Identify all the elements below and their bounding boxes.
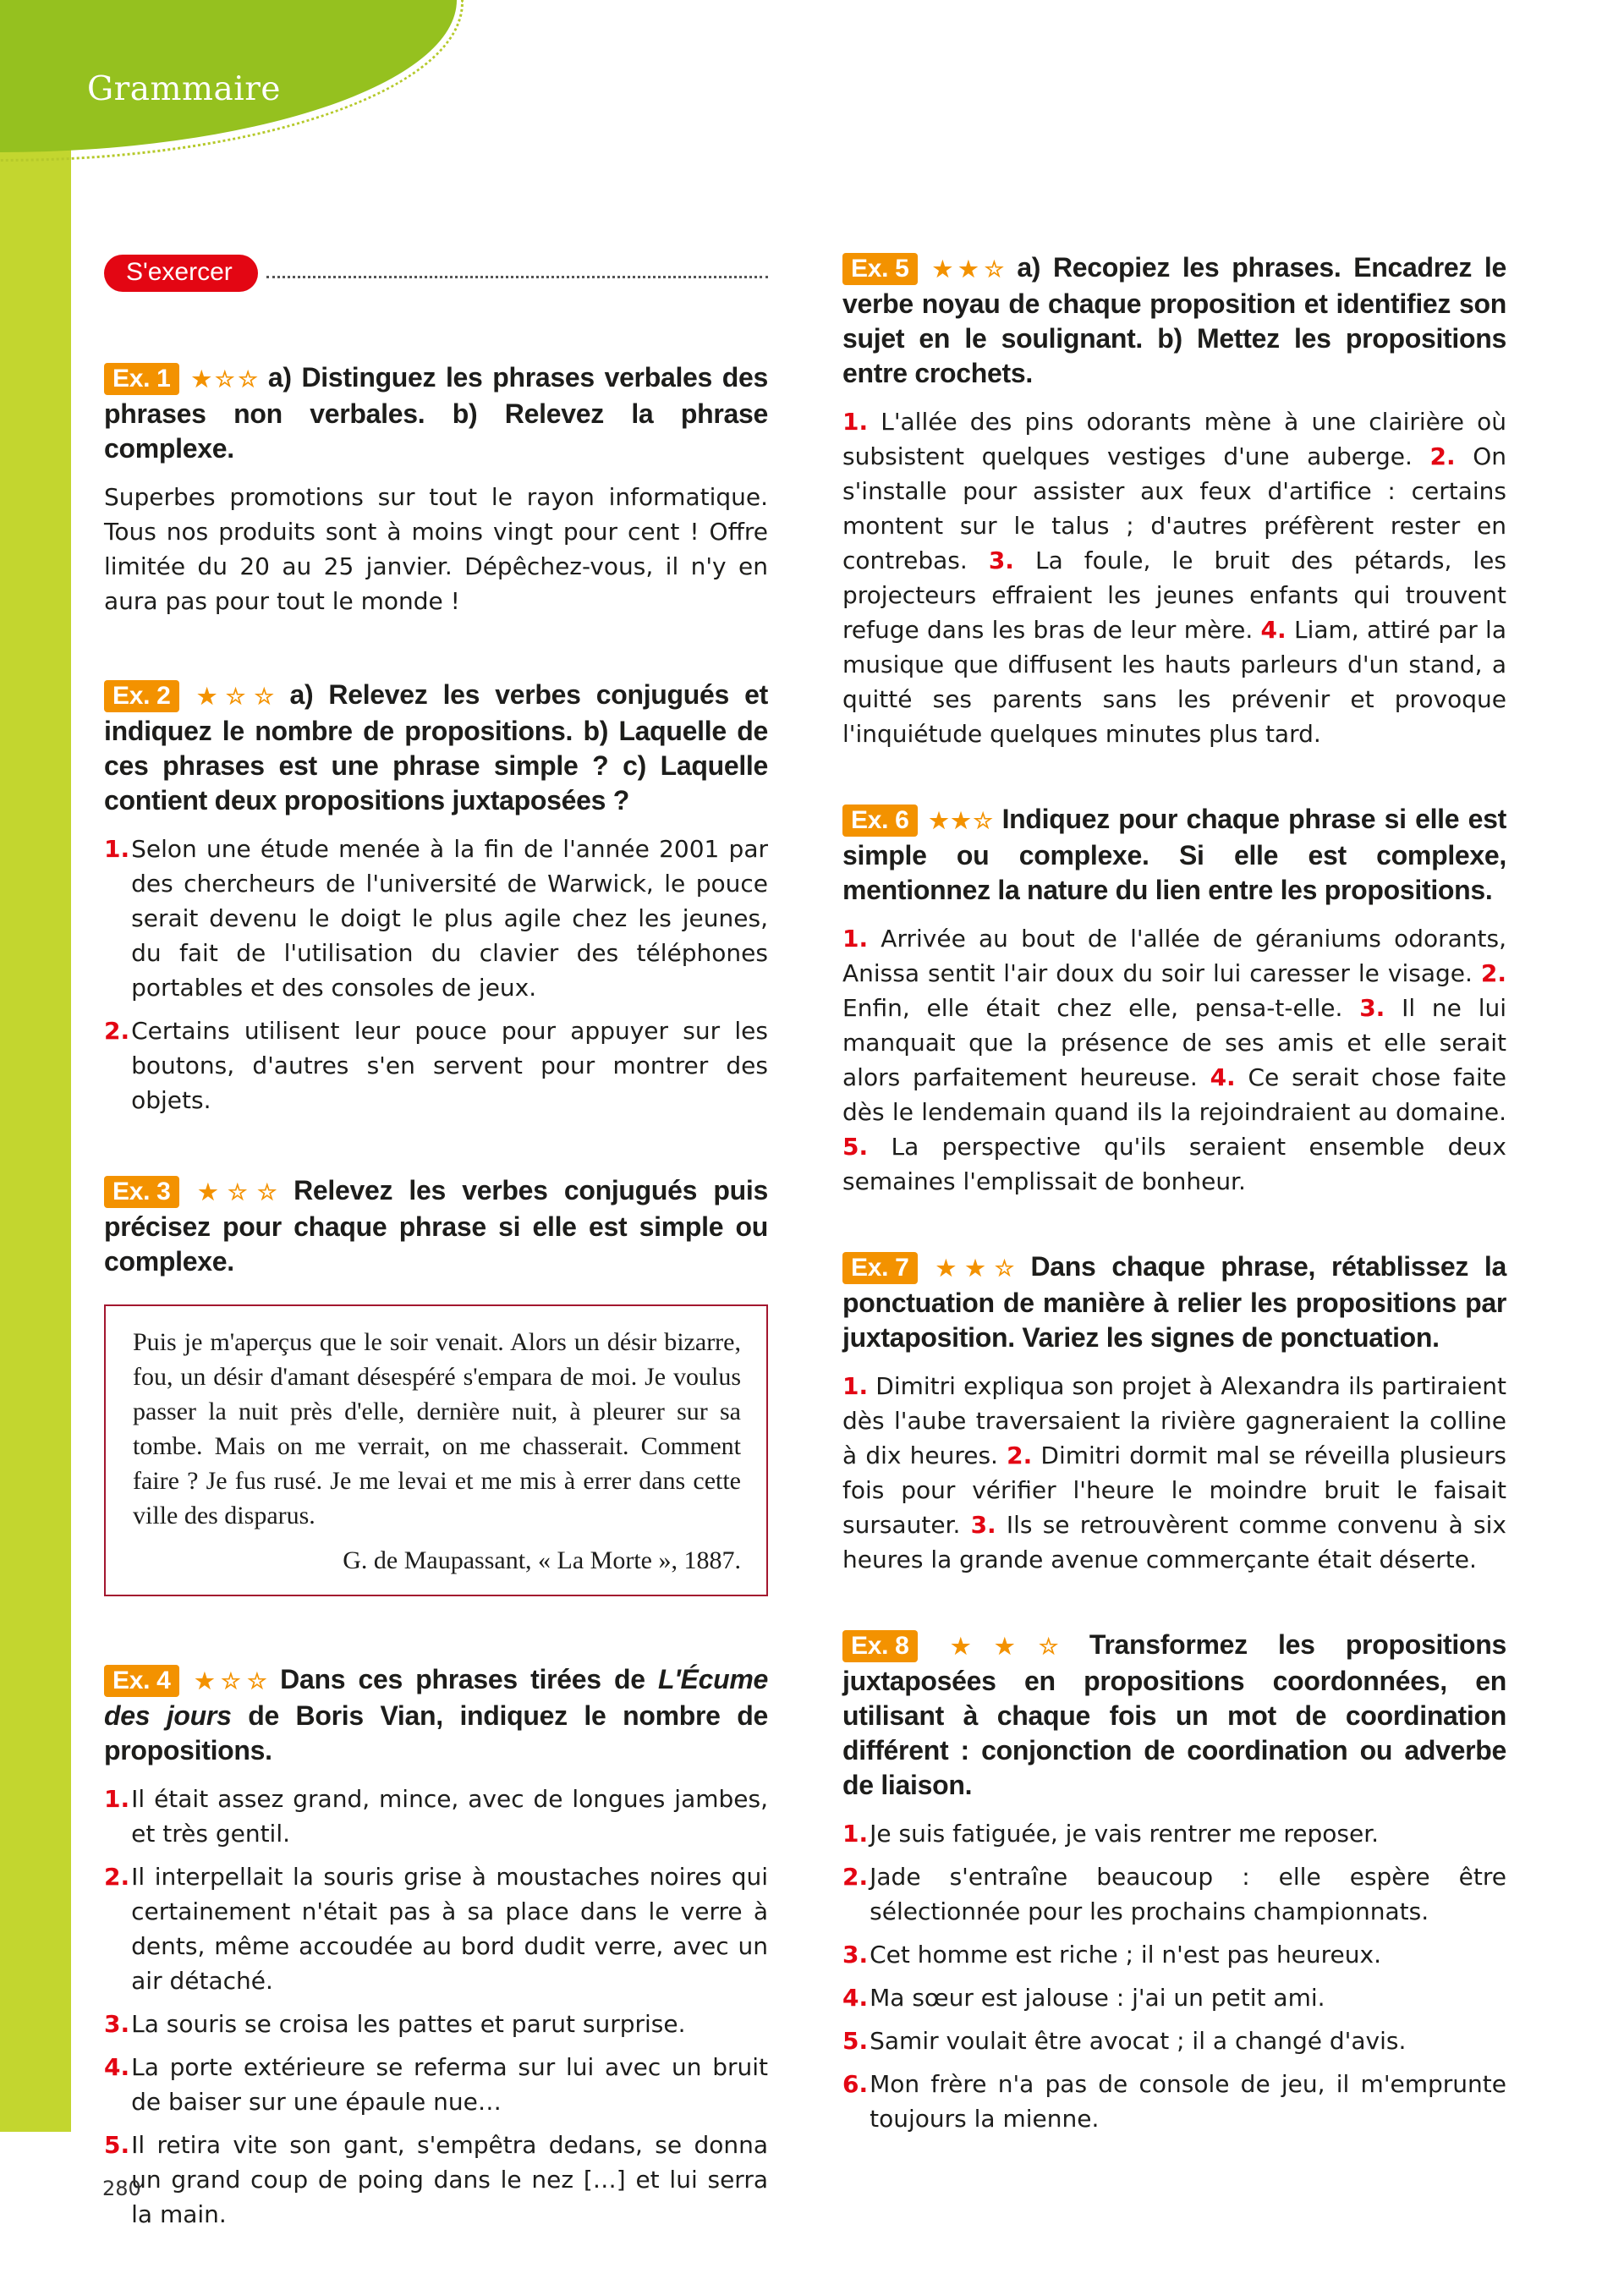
exercise-instruction: Transformez les propositions juxtaposées en propositions coordonnées, en utilisant à chaque fois un mot de coordination différent : conjonction de coordination ou adverbe de liaison.: [842, 1629, 1506, 1800]
item-text: Je suis fatiguée, je vais rentrer me reposer.: [870, 1820, 1380, 1848]
item-number: 1.: [104, 835, 130, 863]
item-number: 1.: [842, 1820, 869, 1848]
item-text: La foule, le bruit des pétards, les projecteurs effraient les jeunes enfants qui trouvent refuge dans les bras de leur mère.: [842, 546, 1506, 644]
exercise-title: [104, 1662, 768, 1768]
item-text: Il était assez grand, mince, avec de longues jambes, et très gentil.: [131, 1785, 768, 1848]
item-text: Il ne lui manquait que la présence de ses amis et elle serait alors parfaitement heureuse.: [842, 994, 1507, 1091]
exercise-badge: Ex. 4: [104, 1665, 179, 1697]
exercise-items: [104, 832, 768, 1118]
exercise-text: Superbes promotions sur tout le rayon informatique. Tous nos produits sont à moins vingt pour cent ! Offre limitée du 20 au 25 janvier. Dépêchez-vous, il n'y en aura pas pour tout le monde !: [104, 483, 768, 615]
item-text: Dimitri dormit mal se réveilla plusieurs fois pour vérifier l'heure le moindre bruit le faisait sursauter.: [842, 1442, 1506, 1539]
list-item: [104, 1859, 768, 1998]
item-number: 1.: [842, 925, 869, 953]
item-text: La souris se croisa les pattes et parut surprise.: [131, 2010, 686, 2038]
item-number: 2.: [1429, 442, 1456, 470]
item-number: 3.: [842, 1941, 869, 1969]
item-number: 4.: [1260, 616, 1287, 644]
list-item: [842, 2067, 1506, 2136]
dotted-rule: [266, 276, 768, 278]
exercise-text: [842, 921, 1506, 1199]
excerpt-text: Puis je m'aperçus que le soir venait. Alors un désir bizarre, fou, un désir d'amant désespéré s'empara de moi. Je voulus passer la nuit près d'elle, dernière nuit, à pleurer sur sa tombe. Mais on me verrait, on me chasserait. Comment faire ? Je fus rusé. Je me levai et me mis à errer dans cette ville des disparus.: [133, 1328, 741, 1529]
list-item: [842, 1980, 1506, 2015]
difficulty-stars-icon: ★★☆: [927, 1634, 1083, 1659]
item-text: Certains utilisent leur pouce pour appuyer sur les boutons, d'autres s'en servent pour montrer des objets.: [131, 1017, 768, 1114]
exercise-badge: Ex. 8: [842, 1630, 918, 1662]
exercise-badge: Ex. 6: [842, 805, 918, 837]
exercise-title: [842, 1628, 1506, 1803]
item-text: Enfin, elle était chez elle, pensa-t-elle.: [842, 994, 1360, 1022]
item-text: On s'installe pour assister aux feux d'artifice : certains montent sur le talus ; d'autres préfèrent rester en contrebas.: [842, 442, 1506, 574]
left-column: [104, 250, 768, 2279]
list-item: [842, 2024, 1506, 2058]
exercise-instruction: Indiquez pour chaque phrase si elle est simple ou complexe. Si elle est complexe, mentionnez la nature du lien entre les propositions.: [842, 804, 1506, 905]
list-item: [842, 1937, 1506, 1972]
difficulty-stars-icon: ★☆☆: [189, 684, 283, 709]
list-item: [104, 2050, 768, 2119]
exercise-1: [104, 360, 768, 618]
exercise-items: [842, 1816, 1506, 2136]
item-text: Dimitri expliqua son projet à Alexandra ils partiraient dès l'aube traversaient la rivière gagneraient la colline à dix heures.: [842, 1372, 1506, 1469]
exercise-title: [842, 802, 1506, 908]
exercise-title: [842, 250, 1506, 391]
item-text: Samir voulait être avocat ; il a changé d'avis.: [870, 2027, 1407, 2055]
item-number: 3.: [988, 546, 1014, 574]
item-number: 4.: [1210, 1063, 1236, 1091]
item-text: Liam, attiré par la musique que diffusent les hauts parleurs d'un stand, a quitté ses parents sans les prévenir et provoque l'inquiétude quelques minutes plus tard.: [842, 616, 1506, 748]
exercise-badge: Ex. 7: [842, 1252, 918, 1284]
item-number: 5.: [842, 1133, 869, 1161]
item-number: 3.: [970, 1511, 996, 1539]
item-number: 2.: [1480, 959, 1506, 987]
item-text: Cet homme est riche ; il n'est pas heureux.: [870, 1941, 1381, 1969]
exercise-instruction: a) Relevez les verbes conjugués et indiquez le nombre de propositions. b) Laquelle de ces phrases est une phrase simple ? c) Laquelle contient deux propositions juxtaposées ?: [104, 679, 768, 815]
exercise-5: [842, 250, 1506, 751]
excerpt-source: G. de Maupassant, « La Morte », 1887.: [343, 1546, 741, 1574]
item-number: 1.: [842, 1372, 869, 1400]
item-text: Arrivée au bout de l'allée de géraniums odorants, Anissa sentit l'air doux du soir lui caresser le visage.: [842, 925, 1506, 987]
item-text: Il retira vite son gant, s'empêtra dedans, se donna un grand coup de poing dans le nez […] et lui serra la main.: [131, 2131, 768, 2228]
exercise-instruction-end: de Boris Vian, indiquez le nombre de propositions.: [104, 1700, 768, 1766]
book-title: L'Écume des jours: [104, 1664, 768, 1731]
list-item: [104, 2128, 768, 2232]
section-heading: [104, 252, 768, 294]
item-text: Mon frère n'a pas de console de jeu, il m'emprunte toujours la mienne.: [870, 2070, 1506, 2133]
exercise-instruction: a) Distinguez les phrases verbales des phrases non verbales. b) Relevez la phrase complexe.: [104, 362, 768, 464]
item-number: 4.: [842, 1984, 869, 2012]
exercise-text: [842, 404, 1506, 751]
exercise-instruction: a) Recopiez les phrases. Encadrez le verbe noyau de chaque proposition et identifiez son sujet en le soulignant. b) Mettez les propositions entre crochets.: [842, 252, 1506, 388]
item-number: 5.: [842, 2027, 869, 2055]
item-text: Ma sœur est jalouse : j'ai un petit ami.: [870, 1984, 1325, 2012]
item-number: 3.: [1359, 994, 1385, 1022]
item-text: La perspective qu'ils seraient ensemble deux semaines l'emplissait de bonheur.: [842, 1133, 1506, 1195]
list-item: [842, 1859, 1506, 1929]
list-item: [842, 1816, 1506, 1851]
section-label: S'exercer: [104, 255, 258, 292]
item-number: 1.: [104, 1785, 130, 1813]
difficulty-stars-icon: ★☆☆: [189, 366, 261, 392]
exercise-title: [104, 678, 768, 818]
item-number: 2.: [104, 1863, 130, 1891]
item-number: 4.: [104, 2053, 130, 2081]
exercise-title: [842, 1249, 1506, 1355]
exercise-2: [104, 678, 768, 1118]
item-number: 2.: [1007, 1442, 1033, 1469]
exercise-7: [842, 1249, 1506, 1577]
literary-excerpt: [104, 1304, 768, 1596]
item-number: 1.: [842, 408, 869, 436]
exercise-badge: Ex. 5: [842, 253, 918, 285]
right-column: [842, 250, 1506, 2183]
list-item: [104, 1782, 768, 1851]
difficulty-stars-icon: ★★☆: [927, 808, 996, 833]
exercise-title: [104, 1173, 768, 1279]
item-text: La porte extérieure se referma sur lui avec un bruit de baiser sur une épaule nue…: [131, 2053, 768, 2116]
exercise-badge: Ex. 2: [104, 680, 179, 712]
sidebar-band: [0, 0, 71, 2132]
exercise-4: [104, 1662, 768, 2232]
page-number: 280: [102, 2177, 141, 2200]
item-text: L'allée des pins odorants mène à une clairière où subsistent quelques vestiges d'une auberge.: [842, 408, 1506, 470]
item-number: 6.: [842, 2070, 869, 2098]
exercise-items: [104, 1782, 768, 2232]
difficulty-stars-icon: ★☆☆: [189, 1179, 288, 1205]
exercise-title: [104, 360, 768, 466]
exercise-instruction: Dans ces phrases tirées de: [280, 1664, 658, 1694]
difficulty-stars-icon: ★☆☆: [189, 1668, 274, 1694]
exercise-text: [842, 1369, 1506, 1577]
item-text: Selon une étude menée à la fin de l'année 2001 par des chercheurs de l'université de Warwick, le pouce serait devenu le doigt le plus agile chez les jeunes, du fait de l'utilisation du clavier des téléphones portables et des consoles de jeux.: [131, 835, 768, 1002]
exercise-badge: Ex. 1: [104, 363, 179, 395]
exercise-8: [842, 1628, 1506, 2136]
item-number: 5.: [104, 2131, 130, 2159]
difficulty-stars-icon: ★★☆: [927, 256, 1011, 282]
item-text: Ce serait chose faite dès le lendemain quand ils la rejoindraient au domaine.: [842, 1063, 1507, 1126]
list-item: [104, 1013, 768, 1118]
exercise-3: [104, 1173, 768, 1596]
exercise-instruction: Dans chaque phrase, rétablissez la ponctuation de manière à relier les propositions par juxtaposition. Variez les signes de ponctuation.: [842, 1251, 1506, 1353]
list-item: [104, 832, 768, 1005]
item-number: 2.: [842, 1863, 869, 1891]
exercise-6: [842, 802, 1506, 1199]
item-number: 2.: [104, 1017, 130, 1045]
item-number: 3.: [104, 2010, 130, 2038]
item-text: Ils se retrouvèrent comme convenu à six heures la grande avenue commerçante était déserte.: [842, 1511, 1506, 1573]
exercise-instruction: Relevez les verbes conjugués puis précisez pour chaque phrase si elle est simple ou complexe.: [104, 1175, 768, 1277]
list-item: [104, 2007, 768, 2041]
exercise-badge: Ex. 3: [104, 1176, 179, 1208]
item-text: Jade s'entraîne beaucoup : elle espère être sélectionnée pour les prochains championnats.: [870, 1863, 1506, 1925]
item-text: Il interpellait la souris grise à moustaches noires qui certainement n'était pas à sa place dans le verre à dents, même accoudée au bord dudit verre, avec un air détaché.: [131, 1863, 768, 1995]
difficulty-stars-icon: ★★☆: [927, 1255, 1024, 1281]
chapter-title: Grammaire: [87, 70, 281, 108]
